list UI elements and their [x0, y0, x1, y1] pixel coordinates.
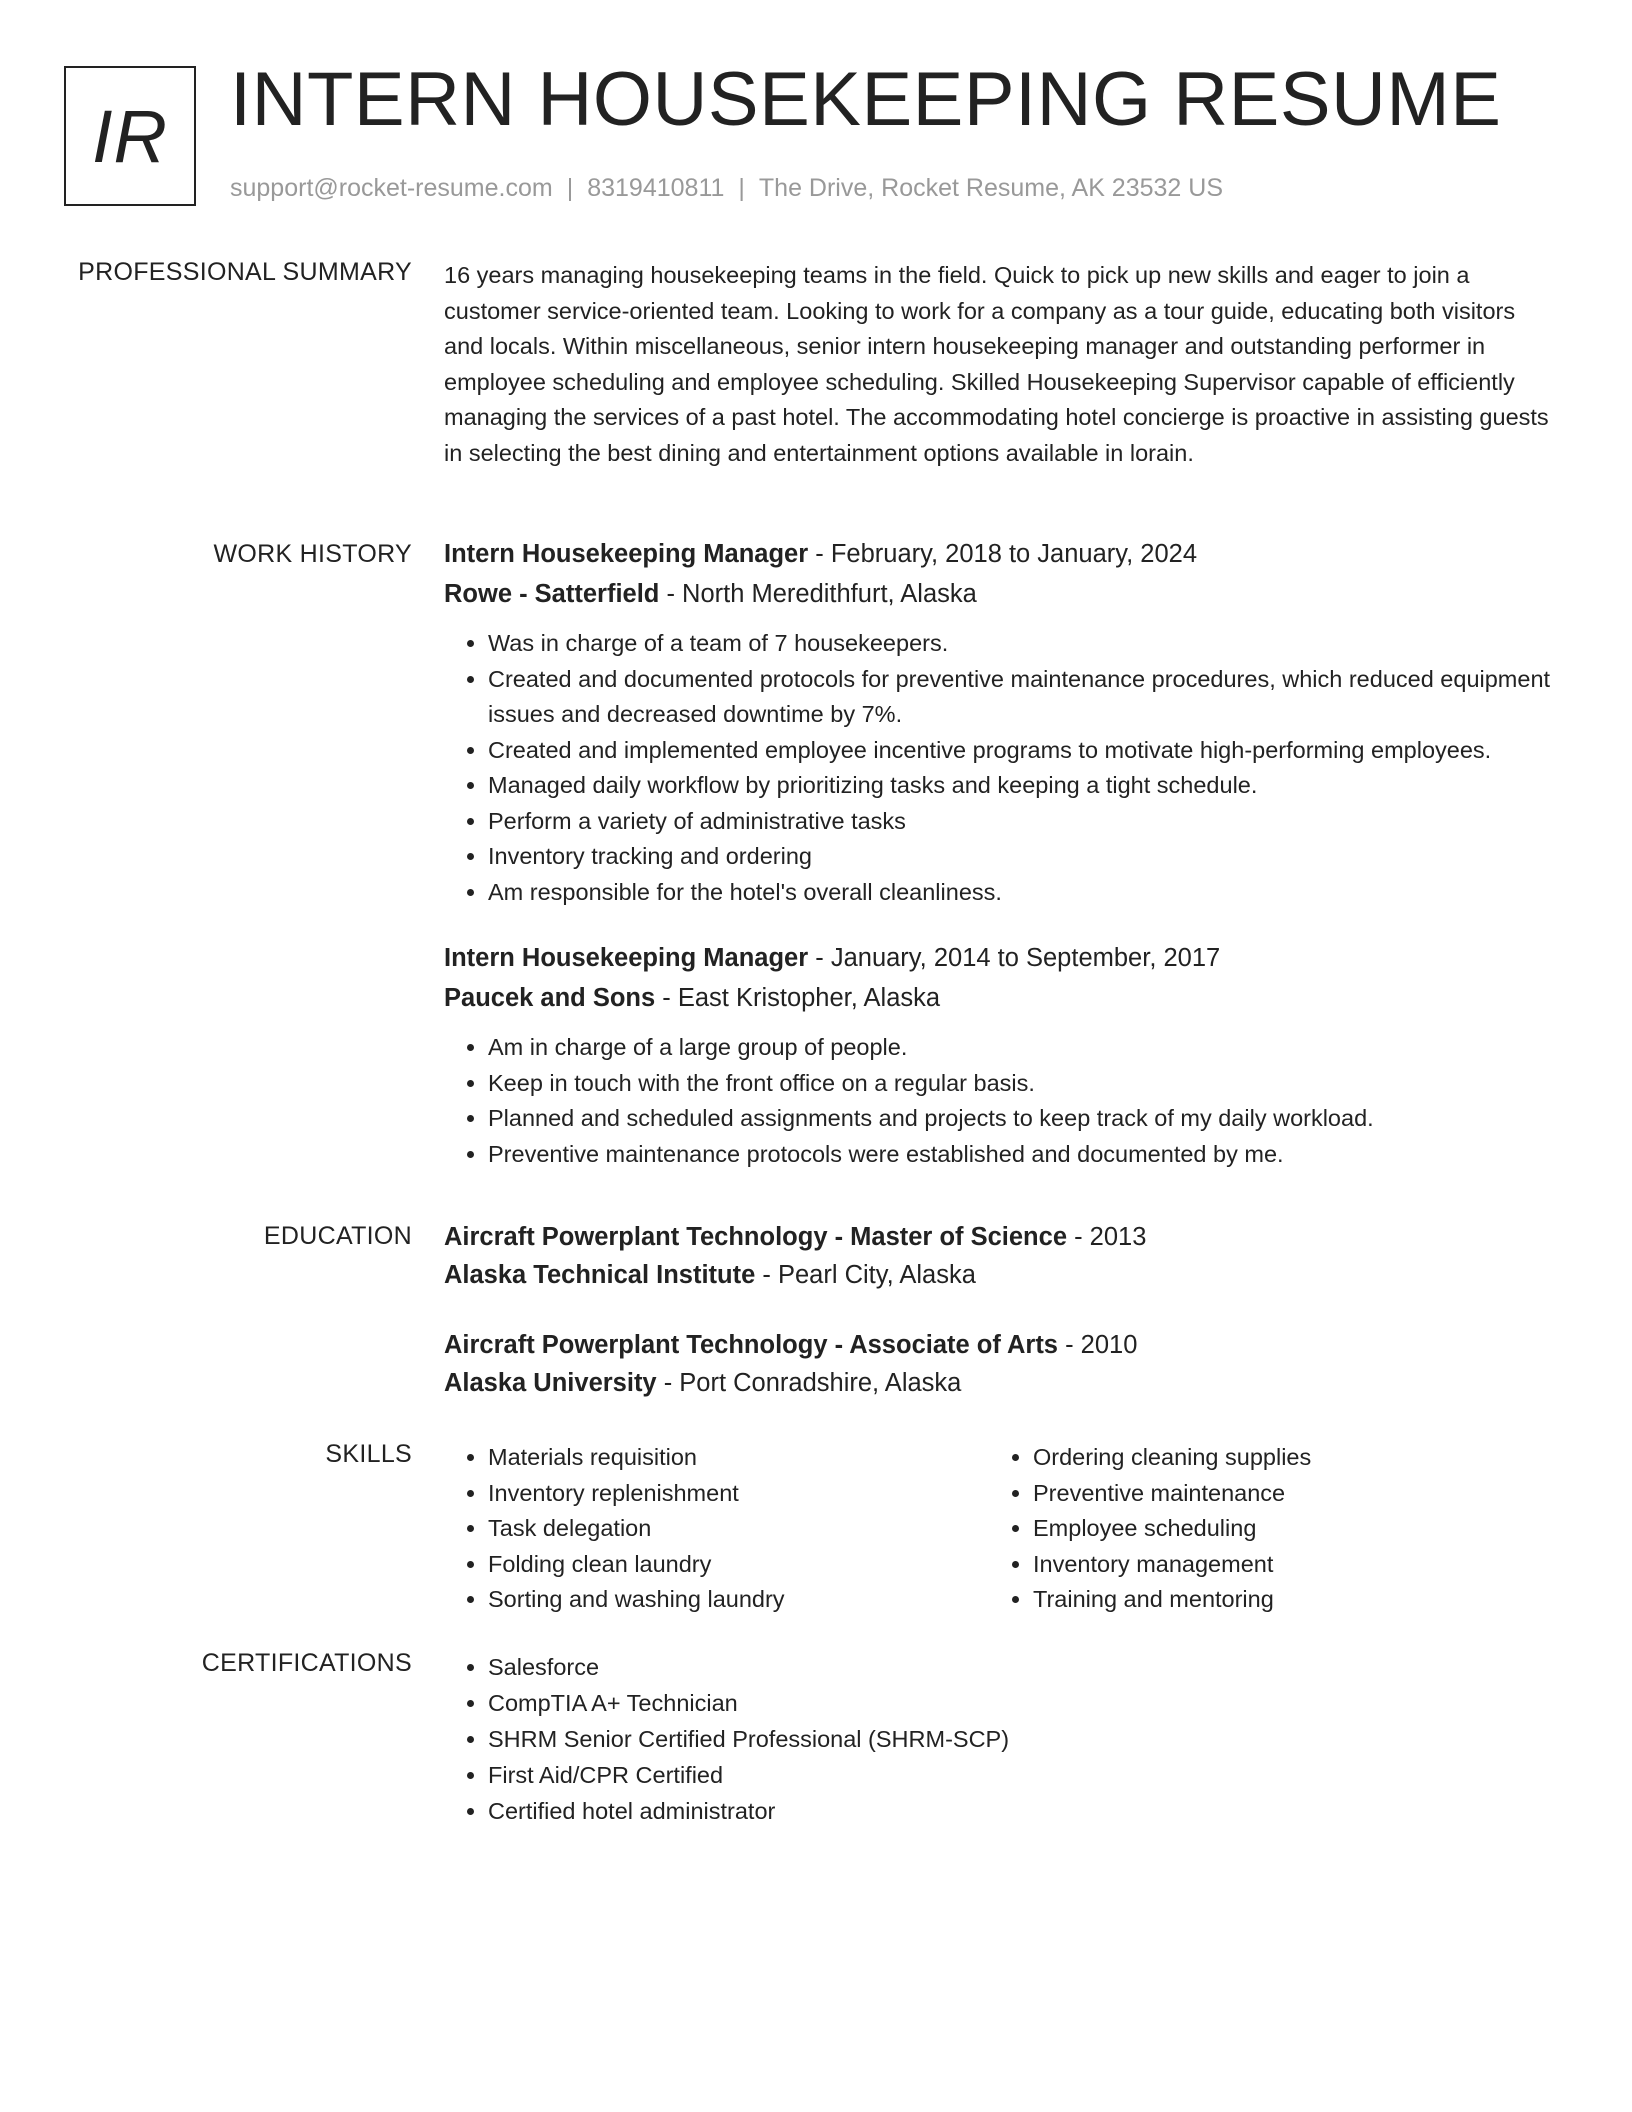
education-degree: Aircraft Powerplant Technology - Master of Science	[444, 1223, 1067, 1251]
education-year: - 2013	[1067, 1223, 1147, 1251]
skill-item: • Employee scheduling	[1033, 1511, 1534, 1547]
skills-column-right	[989, 1440, 1534, 1618]
job-bullet: • Preventive maintenance protocols were established and documented by me.	[488, 1137, 1554, 1173]
section-label-work-history: WORK HISTORY	[213, 540, 412, 568]
job-bullet: • Am responsible for the hotel's overall cleanliness.	[488, 875, 1554, 911]
contact-email: support@rocket-resume.com	[230, 174, 553, 202]
certification-item: • Salesforce	[488, 1649, 1554, 1685]
monogram-initials: IR	[92, 94, 168, 178]
education-degree-line	[444, 1218, 1554, 1256]
contact-phone: 8319410811	[587, 174, 725, 202]
job-company-line	[444, 978, 1554, 1018]
skills-list	[444, 1440, 989, 1618]
monogram-box	[64, 66, 196, 206]
certifications-body	[444, 1649, 1554, 1829]
job-bullet: • Created and documented protocols for preventive maintenance procedures, which reduced equipment issues and decreased downtime by 7%.	[488, 662, 1554, 733]
skills-list	[989, 1440, 1534, 1618]
job-title-line	[444, 938, 1554, 978]
job-title: Intern Housekeeping Manager	[444, 540, 809, 568]
job-bullet: • Keep in touch with the front office on a regular basis.	[488, 1066, 1554, 1102]
contact-line	[230, 174, 1223, 203]
job-company: Paucek and Sons	[444, 984, 656, 1012]
job-bullet-list	[444, 626, 1554, 910]
skill-item: • Preventive maintenance	[1033, 1476, 1534, 1512]
work-history-body	[444, 534, 1554, 1172]
contact-separator: |	[738, 174, 745, 202]
job-dates: - January, 2014 to September, 2017	[808, 944, 1221, 972]
skill-item: • Folding clean laundry	[488, 1547, 989, 1583]
education-body	[444, 1218, 1554, 1402]
education-school-line	[444, 1256, 1554, 1294]
education-year: - 2010	[1058, 1331, 1138, 1359]
section-label-education: EDUCATION	[263, 1222, 412, 1250]
education-location: - Port Conradshire, Alaska	[656, 1369, 962, 1397]
job-company-line	[444, 574, 1554, 614]
job-title-line	[444, 534, 1554, 574]
job-location: - East Kristopher, Alaska	[655, 984, 941, 1012]
job-entry	[444, 534, 1554, 910]
job-company: Rowe - Satterfield	[444, 580, 660, 608]
job-bullet: • Managed daily workflow by prioritizing tasks and keeping a tight schedule.	[488, 768, 1554, 804]
skill-item: • Inventory replenishment	[488, 1476, 989, 1512]
education-degree: Aircraft Powerplant Technology - Associate of Arts	[444, 1331, 1058, 1359]
education-entry	[444, 1218, 1554, 1294]
job-bullet: • Am in charge of a large group of people.	[488, 1030, 1554, 1066]
skill-item: • Training and mentoring	[1033, 1582, 1534, 1618]
job-bullet-list	[444, 1030, 1554, 1172]
job-bullet: • Planned and scheduled assignments and projects to keep track of my daily workload.	[488, 1101, 1554, 1137]
certification-item: • CompTIA A+ Technician	[488, 1685, 1554, 1721]
job-location: - North Meredithfurt, Alaska	[659, 580, 977, 608]
job-bullet: • Was in charge of a team of 7 housekeepers.	[488, 626, 1554, 662]
summary-body	[444, 258, 1554, 471]
education-degree-line	[444, 1326, 1554, 1364]
certifications-list	[444, 1649, 1554, 1829]
certification-item: • Certified hotel administrator	[488, 1793, 1554, 1829]
skill-item: • Ordering cleaning supplies	[1033, 1440, 1534, 1476]
section-label-summary: PROFESSIONAL SUMMARY	[78, 258, 412, 286]
job-title: Intern Housekeeping Manager	[444, 944, 809, 972]
skill-item: • Materials requisition	[488, 1440, 989, 1476]
job-bullet: • Perform a variety of administrative tasks	[488, 804, 1554, 840]
skills-body	[444, 1440, 1554, 1618]
certification-item: • SHRM Senior Certified Professional (SHRM-SCP)	[488, 1721, 1554, 1757]
skills-column-left	[444, 1440, 989, 1618]
education-school: Alaska University	[444, 1369, 657, 1397]
contact-address: The Drive, Rocket Resume, AK 23532 US	[758, 174, 1224, 202]
education-school: Alaska Technical Institute	[444, 1261, 756, 1289]
contact-separator: |	[566, 174, 574, 202]
summary-text: 16 years managing housekeeping teams in the field. Quick to pick up new skills and eager to join a customer service-oriented team. Looking to work for a company as a tour guide, educating both visitors and locals. Within miscellaneous, senior intern housekeeping manager and outstanding performer in employee scheduling and employee scheduling. Skilled Housekeeping Supervisor capable of efficiently managing the services of a past hotel. The accommodating hotel concierge is proactive in assisting guests in selecting the best dining and entertainment options available in lorain.	[444, 262, 1549, 466]
certification-item: • First Aid/CPR Certified	[488, 1757, 1554, 1793]
skill-item: • Sorting and washing laundry	[488, 1582, 989, 1618]
skill-item: • Inventory management	[1033, 1547, 1534, 1583]
job-dates: - February, 2018 to January, 2024	[808, 540, 1198, 568]
resume-title: INTERN HOUSEKEEPING RESUME	[230, 57, 1502, 142]
section-label-certifications: CERTIFICATIONS	[201, 1649, 412, 1677]
section-label-skills: SKILLS	[325, 1440, 412, 1468]
job-bullet: • Inventory tracking and ordering	[488, 839, 1554, 875]
skill-item: • Task delegation	[488, 1511, 989, 1547]
job-bullet: • Created and implemented employee incentive programs to motivate high-performing employees.	[488, 733, 1554, 769]
job-entry	[444, 938, 1554, 1172]
education-school-line	[444, 1364, 1554, 1402]
education-entry	[444, 1326, 1554, 1402]
education-location: - Pearl City, Alaska	[755, 1261, 976, 1289]
